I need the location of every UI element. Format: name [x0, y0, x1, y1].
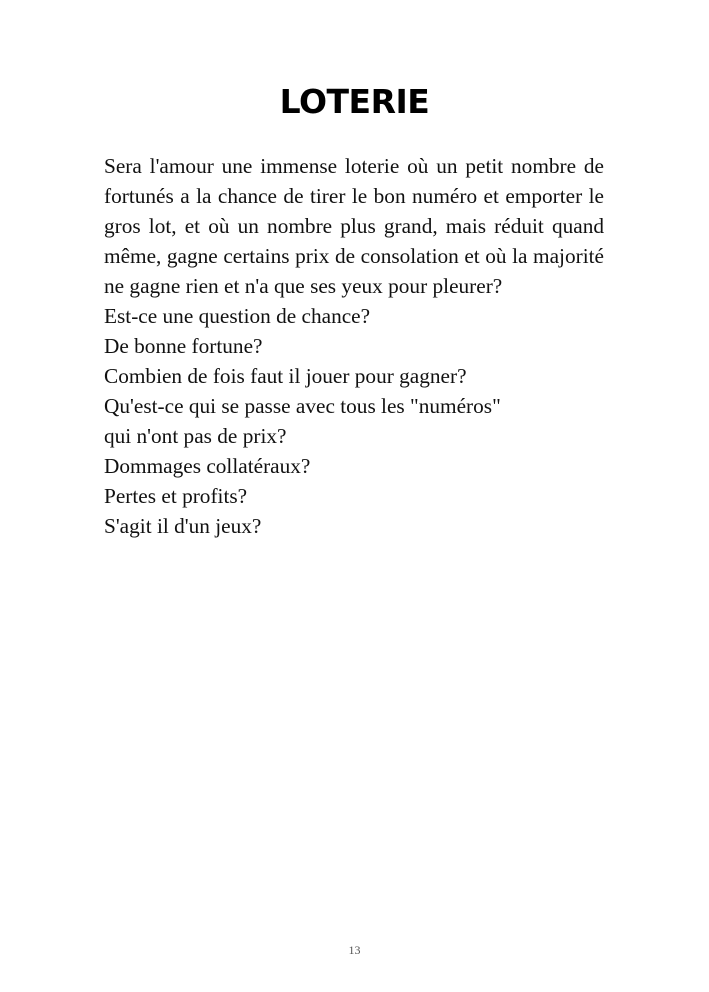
text-line: qui n'ont pas de prix?	[104, 424, 287, 448]
page-title: LOTERIE	[279, 82, 430, 121]
text-line: De bonne fortune?	[104, 334, 263, 358]
text-line: Qu'est-ce qui se passe avec tous les "numéros"	[104, 394, 501, 418]
body-text	[104, 151, 604, 541]
text-line: S'agit il d'un jeux?	[104, 514, 262, 538]
text-line: Combien de fois faut il jouer pour gagner?	[104, 364, 467, 388]
intro-paragraph: Sera l'amour une immense loterie où un petit nombre de fortunés a la chance de tirer le bon numéro et emporter le gros lot, et où un nombre plus grand, mais réduit quand même, gagne certains prix de consolation et où la majorité ne gagne rien et n'a que ses yeux pour pleurer?	[104, 154, 604, 298]
text-line: Est-ce une question de chance?	[104, 304, 371, 328]
page-number: 13	[348, 943, 361, 957]
text-line: Pertes et profits?	[104, 484, 248, 508]
text-line: Dommages collatéraux?	[104, 454, 311, 478]
